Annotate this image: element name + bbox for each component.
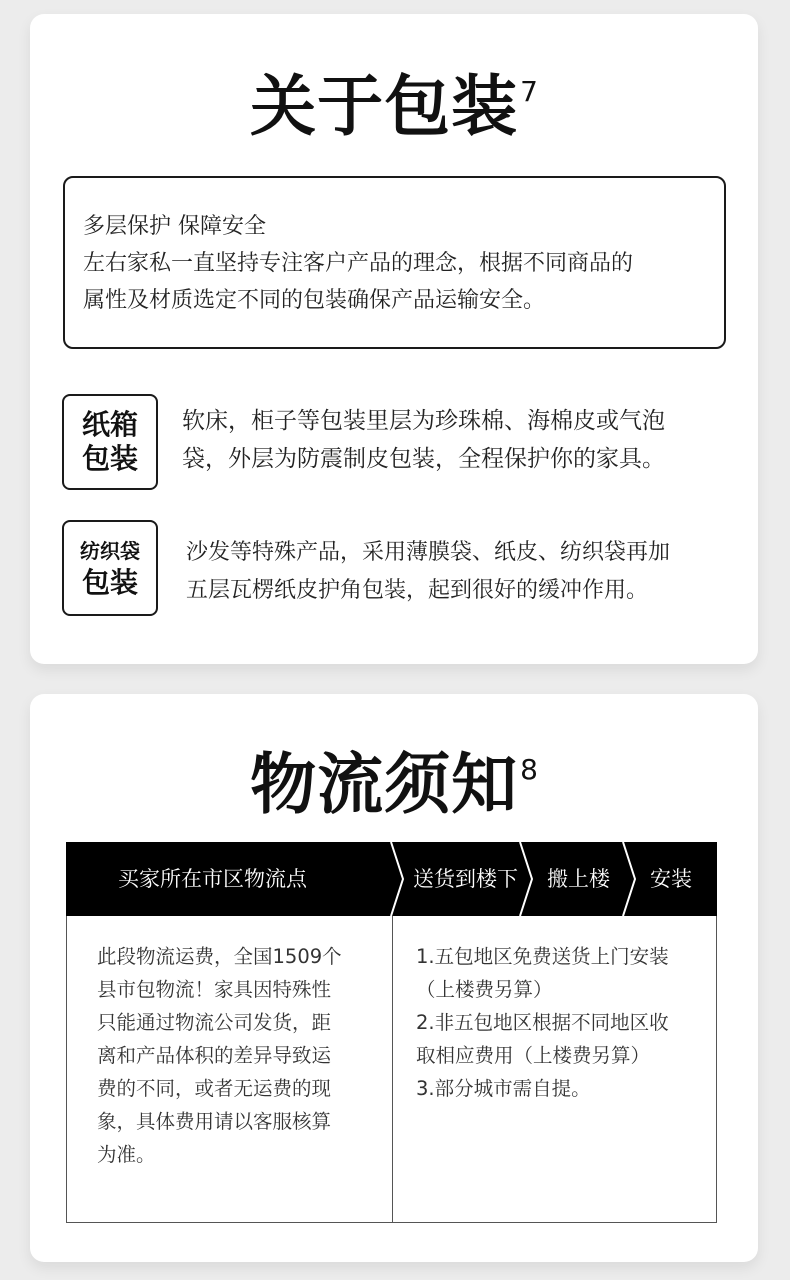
text-line: 2.非五包地区根据不同地区收 — [416, 1011, 669, 1034]
packaging-card — [30, 14, 758, 664]
badge-line: 包装 — [81, 566, 138, 599]
text-line: 象，具体费用请以客服核算 — [97, 1110, 332, 1133]
logistics-title-superscript: 8 — [520, 753, 538, 786]
badge-line: 纺织袋 — [80, 539, 140, 563]
description-line: 软床，柜子等包装里层为珍珠棉、海棉皮或气泡 — [182, 408, 665, 434]
text-line: 1.五包地区免费送货上门安装 — [416, 945, 669, 968]
text-line: （上楼费另算） — [416, 978, 553, 1001]
description-line: 五层瓦楞纸皮护角包装，起到很好的缓冲作用。 — [186, 578, 649, 603]
logistics-info-table — [66, 916, 717, 1223]
text-line: 此段物流运费，全国1509个 — [97, 945, 342, 968]
text-line: 只能通过物流公司发货，距 — [97, 1011, 332, 1034]
chevron-divider-3 — [623, 842, 635, 916]
logistics-delivery-rules — [416, 940, 669, 1105]
description-line: 袋，外层为防震制皮包装，全程保护你的家具。 — [182, 446, 665, 472]
text-line: 离和产品体积的差异导致运 — [97, 1044, 332, 1067]
badge-line: 包装 — [81, 442, 138, 475]
text-line: 县市包物流！家具因特殊性 — [97, 978, 332, 1001]
intro-line: 属性及材质选定不同的包装确保产品运输安全。 — [83, 288, 546, 313]
carton-packaging-description — [182, 402, 665, 478]
text-line: 费的不同，或者无运费的现 — [97, 1077, 332, 1100]
description-line: 沙发等特殊产品，采用薄膜袋、纸皮、纺织袋再加 — [186, 540, 671, 565]
packaging-title-superscript: 7 — [520, 75, 538, 108]
logistics-title-text: 物流须知 — [250, 746, 519, 823]
chevron-divider-2 — [520, 842, 532, 916]
flow-step-pickup-point: 买家所在市区物流点 — [118, 867, 307, 891]
packaging-title — [30, 68, 758, 145]
logistics-flow-bar — [66, 842, 717, 916]
logistics-fee-note — [97, 940, 342, 1171]
text-line: 取相应费用（上楼费另算） — [416, 1044, 651, 1067]
intro-line: 多层保护 保障安全 — [83, 214, 266, 239]
flow-step-installation: 安装 — [650, 867, 692, 891]
flow-step-deliver-downstairs: 送货到楼下 — [413, 867, 518, 891]
carton-packaging-badge — [62, 394, 158, 490]
chevron-divider-1 — [391, 842, 403, 916]
woven-bag-packaging-badge — [62, 520, 158, 616]
logistics-card — [30, 694, 758, 1262]
text-line: 为准。 — [97, 1143, 156, 1166]
logistics-title — [30, 746, 758, 823]
table-column-divider — [392, 916, 393, 1222]
woven-bag-packaging-description — [186, 534, 670, 610]
badge-line: 纸箱 — [81, 408, 138, 441]
intro-line: 左右家私一直坚持专注客户产品的理念，根据不同商品的 — [83, 251, 634, 276]
packaging-intro-box — [63, 176, 726, 349]
packaging-title-text: 关于包装 — [250, 68, 519, 145]
flow-step-carry-upstairs: 搬上楼 — [547, 867, 610, 891]
text-line: 3.部分城市需自提。 — [416, 1077, 591, 1100]
